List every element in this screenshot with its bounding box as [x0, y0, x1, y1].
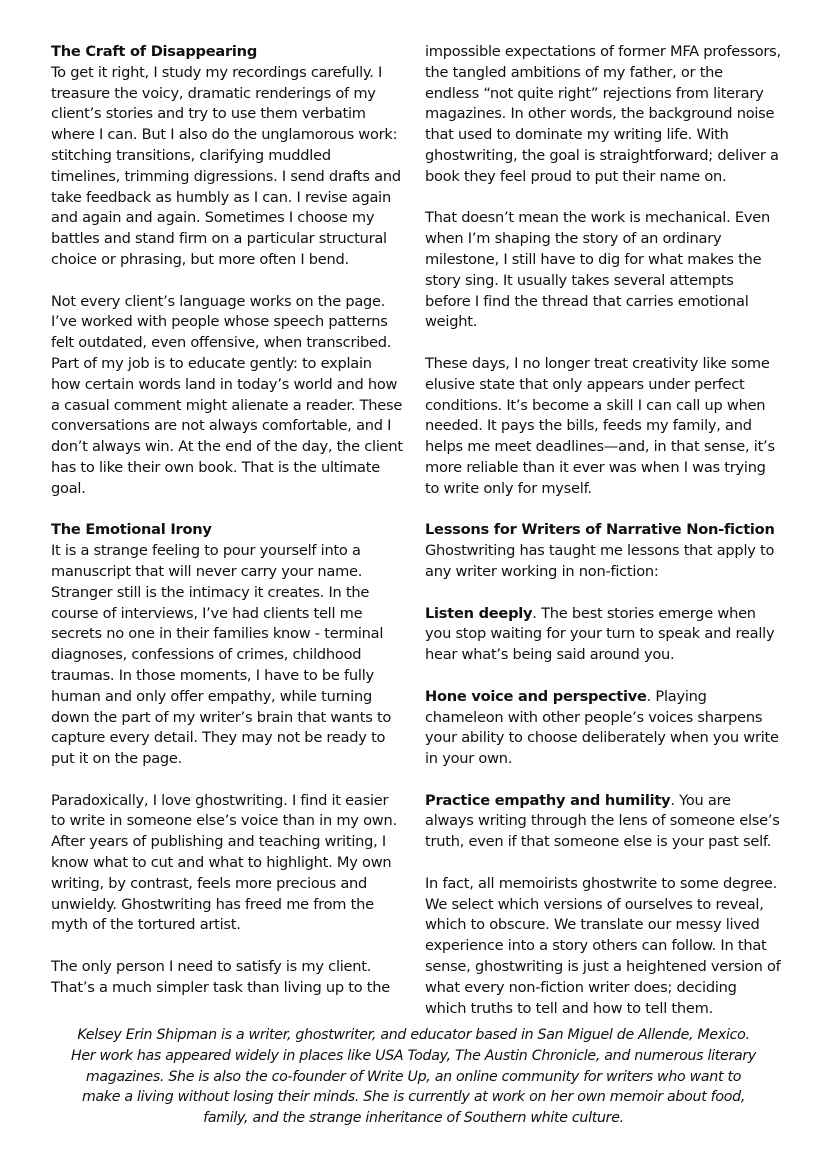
craft-paragraph-1: To get it right, I study my recordings carefully. I treasure the voicy, dramatic renderings of my client’s stories and try to use them verbatim where I can. But I also do the unglamorous work: stitching transitions, clarifying muddled timelines, trimming digressions. I send drafts and take feedback as humbly as I can. I revise again and again and again. Sometimes I choose my battles and stand firm on a particular structural choice or phrasing, but more often I bend. — [51, 63, 401, 268]
irony-paragraph-2: Paradoxically, I love ghostwriting. I find it easier to write in someone else’s voice than in my own. After years of publishing and teaching writing, I know what to cut and what to highlight. My own writing, by contrast, feels more precious and unwieldy. Ghostwriting has freed me from the myth of the tortured artist. — [51, 791, 397, 934]
lesson-text: . The best stories emerge when you stop waiting for your turn to speak and really hear what’s being said around you. — [425, 604, 775, 664]
right-paragraph-1: impossible expectations of former MFA professors, the tangled ambitions of my father, or the endless “not quite right” rejections from literary magazines. In other words, the background noise that used to dominate my writing life. With ghostwriting, the goal is straightforward; deliver a book they feel proud to put their name on. — [425, 43, 781, 185]
lesson-text: . You are always writing through the lens of someone else’s truth, even if that someone else is your past self. — [425, 791, 780, 851]
lesson-title: Practice empathy and humility — [425, 791, 671, 809]
right-paragraph-3: These days, I no longer treat creativity like some elusive state that only appears under perfect conditions. It’s become a skill I can call up when needed. It pays the bills, feeds my family, and helps me meet deadlines—and, in that sense, it’s more reliable than it ever was when I was trying to write only for myself. — [425, 354, 775, 497]
irony-paragraph-3: The only person I need to satisfy is my client. That’s a much simpler task than living up to the — [51, 958, 390, 996]
lesson-item — [425, 687, 781, 770]
article-columns — [51, 42, 781, 1019]
lesson-item — [425, 791, 781, 853]
irony-paragraph-1: It is a strange feeling to pour yourself into a manuscript that will never carry your name. Stranger still is the intimacy it creates. In the course of interviews, I’ve had clients tell me secrets no one in their families know - terminal diagnoses, confessions of crimes, childhood traumas. In those moments, I have to be fully human and only offer empathy, while turning down the part of my writer’s brain that wants to capture every detail. They may not be ready to put it on the page. — [51, 542, 392, 768]
lessons-intro: Ghostwriting has taught me lessons that apply to any writer working in non-fiction: — [425, 542, 775, 580]
section-heading-craft: The Craft of Disappearing — [51, 43, 258, 60]
right-column — [425, 42, 781, 1019]
lesson-text: . Playing chameleon with other people’s voices sharpens your ability to choose deliberately when you write in your own. — [425, 687, 779, 768]
lesson-title: Hone voice and perspective — [425, 687, 647, 705]
left-column — [51, 42, 403, 1019]
section-heading-lessons: Lessons for Writers of Narrative Non-fiction — [425, 521, 775, 539]
author-bio: Kelsey Erin Shipman is a writer, ghostwriter, and educator based in San Miguel de Allende, Mexico. Her work has appeared widely in places like USA Today, The Austin Chronicle, and numerous literary magazines. She is also the co-founder of Write Up, an online community for writers who want to make a living without losing their minds. She is currently at work on her own memoir about food, family, and the strange inheritance of Southern white culture. — [70, 1027, 757, 1127]
right-paragraph-2: That doesn’t mean the work is mechanical. Even when I’m shaping the story of an ordinary milestone, I still have to dig for what makes the story sing. It usually takes several attempts before I find the thread that carries emotional weight. — [425, 209, 770, 331]
craft-paragraph-2: Not every client’s language works on the page. I’ve worked with people whose speech patterns felt outdated, even offensive, when transcribed. Part of my job is to educate gently: to explain how certain words land in today’s world and how a casual comment might alienate a reader. These conversations are not always comfortable, and I don’t always win. At the end of the day, the client has to like their own book. That is the ultimate goal. — [51, 292, 403, 497]
lesson-item — [425, 604, 781, 666]
lesson-title: Listen deeply — [425, 604, 533, 622]
lessons-closing: In fact, all memoirists ghostwrite to some degree. We select which versions of ourselves to reveal, which to obscure. We translate our messy lived experience into a story others can follow. In that sense, ghostwriting is just a heightened version of what every non-fiction writer does; deciding which truths to tell and how to tell them. — [425, 874, 781, 1017]
section-heading-irony: The Emotional Irony — [51, 521, 212, 539]
